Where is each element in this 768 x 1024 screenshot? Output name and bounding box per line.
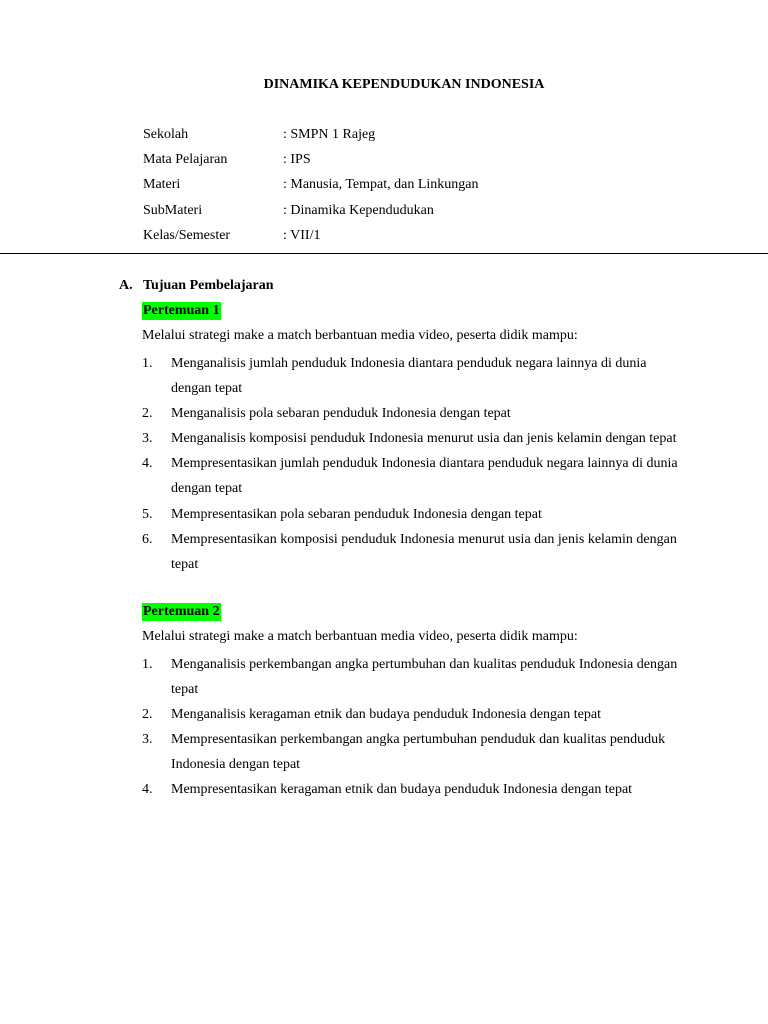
meta-label: Sekolah (143, 127, 189, 142)
objective-list (142, 351, 679, 577)
section-heading (119, 276, 679, 301)
meta-label: SubMateri (143, 202, 203, 218)
document-title: DINAMIKA KEPENDUDUKAN INDONESIA (263, 77, 545, 92)
meta-row-sekolah (143, 125, 479, 150)
list-item (142, 502, 679, 527)
objective-list (142, 652, 679, 803)
meeting-1-block (142, 301, 679, 577)
list-item (142, 727, 679, 777)
section-letter: A. (119, 278, 133, 293)
meta-value: : VII/1 (283, 227, 321, 243)
list-item-text: Mempresentasikan keragaman etnik dan budaya penduduk Indonesia dengan tepat (171, 782, 633, 798)
list-item-number: 1. (142, 656, 153, 672)
list-item-number: 6. (142, 531, 153, 547)
list-item-number: 2. (142, 707, 153, 723)
meeting-title-row (142, 602, 679, 627)
meta-value: : Dinamika Kependudukan (283, 202, 434, 218)
meta-row-kelas-semester (143, 226, 479, 251)
list-item-number: 3. (142, 431, 153, 447)
list-item-number: 5. (142, 506, 153, 522)
meeting-intro: Melalui strategi make a match berbantuan media video, peserta didik mampu: (142, 628, 578, 644)
list-item-text: Mempresentasikan jumlah penduduk Indonesia diantara penduduk negara lainnya di dunia dengan tepat (171, 456, 678, 497)
list-item-number: 2. (142, 406, 153, 422)
list-item (142, 777, 679, 802)
main-content (119, 276, 679, 802)
list-item-text: Menganalisis perkembangan angka pertumbuhan dan kualitas penduduk Indonesia dengan tepat (171, 656, 678, 697)
meta-row-materi (143, 175, 479, 200)
list-item-text: Menganalisis jumlah penduduk Indonesia diantara penduduk negara lainnya di dunia dengan tepat (171, 356, 647, 397)
paragraph-spacer (119, 577, 679, 602)
list-item-text: Menganalisis komposisi penduduk Indonesia menurut usia dan jenis kelamin dengan tepat (171, 431, 677, 447)
meeting-title-highlight: Pertemuan 1 (143, 303, 220, 318)
list-item-text: Mempresentasikan komposisi penduduk Indonesia menurut usia dan jenis kelamin dengan tepat (171, 531, 677, 572)
list-item (142, 351, 679, 401)
section-heading-text: Tujuan Pembelajaran (143, 278, 274, 293)
list-item-text: Menganalisis keragaman etnik dan budaya penduduk Indonesia dengan tepat (171, 707, 601, 723)
meta-row-mata-pelajaran (143, 150, 479, 175)
list-item (142, 527, 679, 577)
meta-label: Mata Pelajaran (143, 152, 228, 168)
list-item-number: 1. (142, 356, 153, 371)
meeting-intro: Melalui strategi make a match berbantuan media video, peserta didik mampu: (142, 328, 578, 343)
list-item (142, 426, 679, 451)
list-item (142, 451, 679, 501)
meeting-title-highlight: Pertemuan 2 (143, 603, 220, 619)
meta-table (143, 125, 479, 251)
meta-label: Kelas/Semester (143, 227, 231, 243)
meta-value: : Manusia, Tempat, dan Linkungan (283, 177, 479, 193)
meta-value: : IPS (283, 152, 311, 168)
list-item-number: 4. (142, 782, 153, 798)
list-item (142, 652, 679, 702)
horizontal-divider (0, 253, 768, 254)
meta-value: : SMPN 1 Rajeg (283, 127, 376, 142)
list-item-text: Mempresentasikan pola sebaran penduduk Indonesia dengan tepat (171, 506, 542, 522)
meeting-2-block (142, 602, 679, 803)
meeting-title-row (142, 301, 679, 326)
meta-label: Materi (143, 177, 181, 193)
list-item-text: Menganalisis pola sebaran penduduk Indonesia dengan tepat (171, 406, 511, 422)
list-item (142, 401, 679, 426)
meta-row-submateri (143, 201, 479, 226)
list-item-number: 3. (142, 732, 153, 748)
list-item-number: 4. (142, 456, 153, 472)
list-item (142, 702, 679, 727)
list-item-text: Mempresentasikan perkembangan angka pertumbuhan penduduk dan kualitas penduduk Indonesia dengan tepat (171, 732, 666, 773)
